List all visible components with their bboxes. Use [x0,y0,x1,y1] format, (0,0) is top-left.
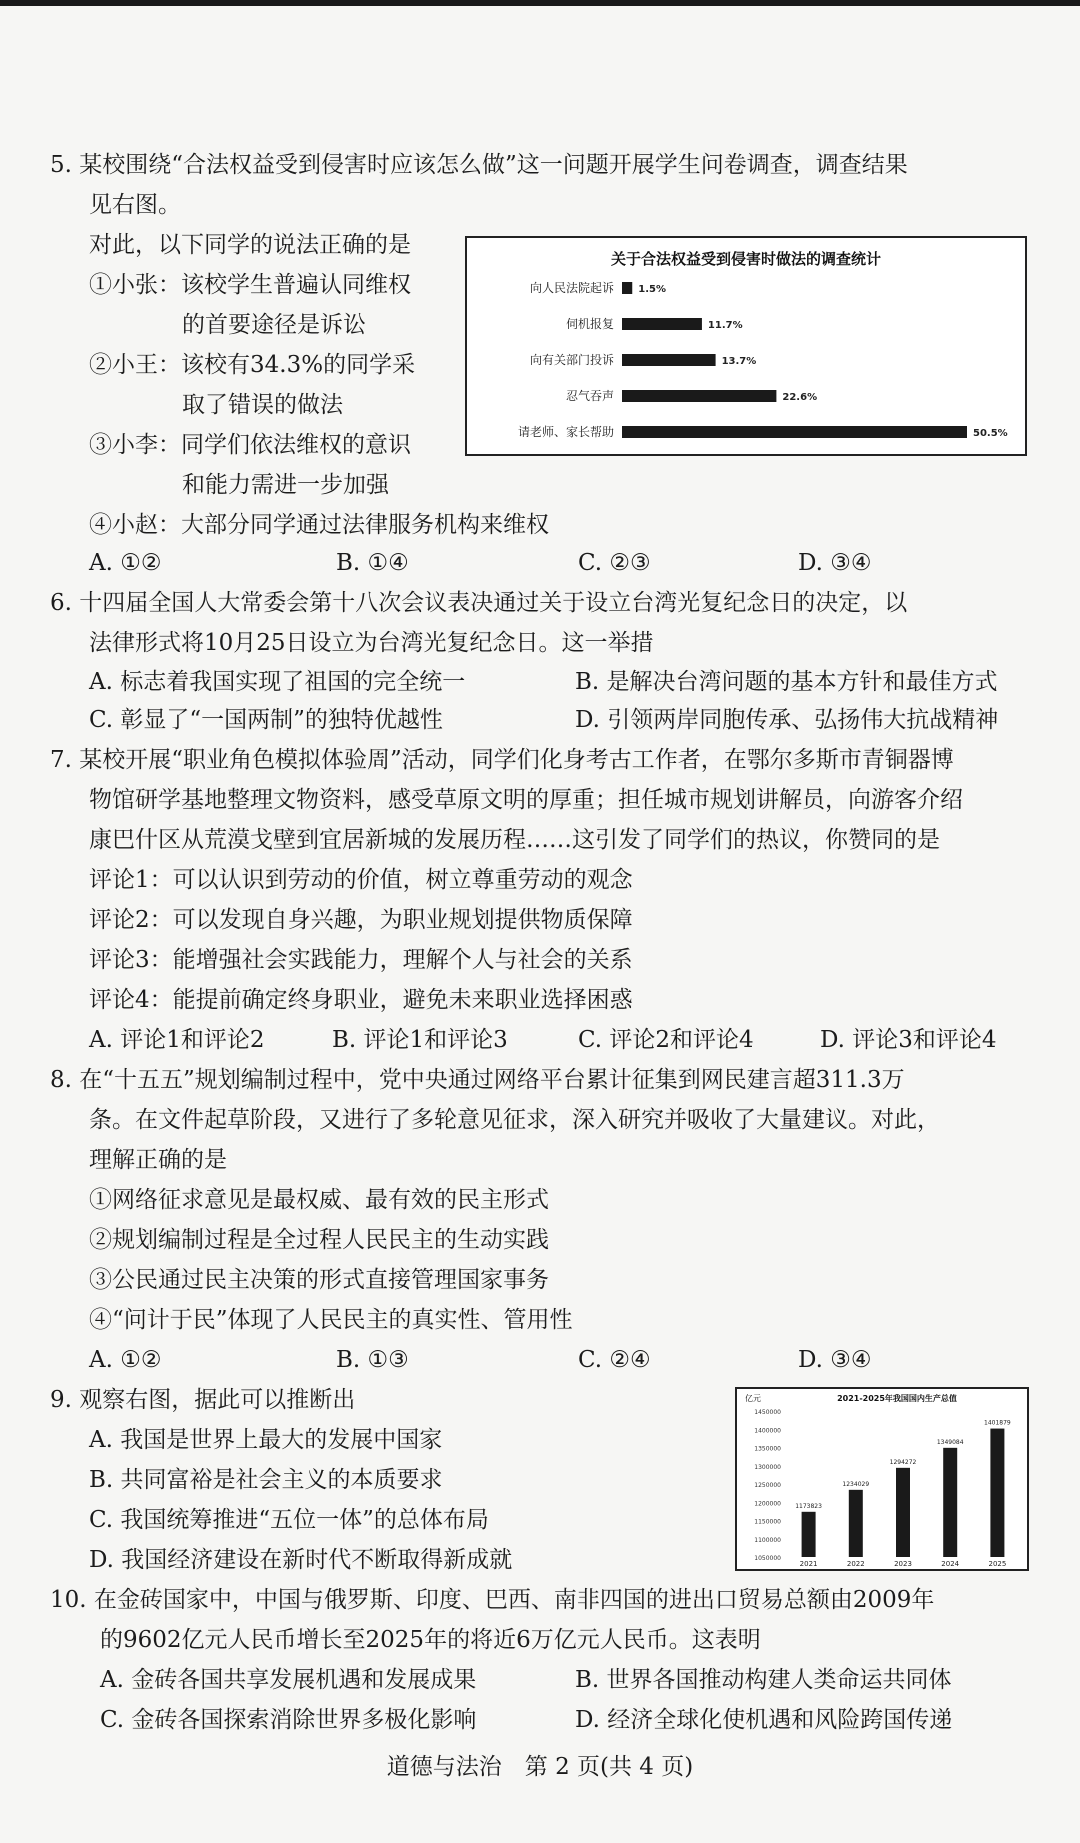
q10-option-a: A. 金砖各国共享发展机遇和发展成果 [100,1667,477,1693]
gdp-bar [990,1429,1004,1557]
gdp-value-label: 1234029 [842,1480,870,1488]
top-edge-bar [0,0,1080,6]
q5-option-c: C. ②③ [578,550,651,576]
q6-option-d: D. 引领两岸同胞传承、弘扬伟大抗战精神 [575,707,999,733]
q8-statement-4: ④“问计于民”体现了人民民主的真实性、管用性 [89,1307,573,1333]
q5-stem-line1: 5. 某校围绕“合法权益受到侵害时应该怎么做”这一问题开展学生问卷调查，调查结果 [50,152,908,178]
survey-bar-chart [465,236,1027,456]
q6-option-a: A. 标志着我国实现了祖国的完全统一 [89,669,466,695]
q6-option-b: B. 是解决台湾问题的基本方针和最佳方式 [575,669,998,695]
q6-option-c: C. 彰显了“一国两制”的独特优越性 [89,707,443,733]
gdp-bar [943,1448,957,1557]
survey-chart-title: 关于合法权益受到侵害时做法的调查统计 [610,250,882,268]
survey-bar [622,390,776,402]
q7-option-b: B. 评论1和评论3 [332,1027,508,1053]
q5-statement-3-line1: ③小李：同学们依法维权的意识 [89,432,411,458]
gdp-chart-title: 2021-2025年我国国内生产总值 [837,1394,957,1403]
survey-category-label: 伺机报复 [565,317,614,331]
survey-value-label: 13.7% [721,356,757,367]
q5-statement-1-line1: ①小张：该校学生普遍认同维权 [89,272,411,298]
gdp-xtick-label: 2024 [941,1560,960,1568]
gdp-ytick-label: 1400000 [754,1427,781,1435]
q10-stem-line1: 10. 在金砖国家中，中国与俄罗斯、印度、巴西、南非四国的进出口贸易总额由2009年 [50,1587,935,1613]
survey-category-label: 请老师、家长帮助 [517,425,614,439]
q5-option-b: B. ①④ [336,550,409,576]
survey-category-label: 向人民法院起诉 [529,281,614,295]
q5-option-a: A. ①② [89,550,162,576]
q5-statement-1-line2: 的首要途径是诉讼 [182,312,366,338]
q9-option-b: B. 共同富裕是社会主义的本质要求 [89,1467,443,1493]
survey-bar [622,426,967,438]
gdp-bar [802,1512,816,1557]
q7-stem-line3: 康巴什区从荒漠戈壁到宜居新城的发展历程……这引发了同学们的热议，你赞同的是 [89,827,940,853]
gdp-chart-svg [737,1389,1027,1569]
q5-stem-line2: 见右图。 [89,192,181,218]
q7-stem-line1: 7. 某校开展“职业角色模拟体验周”活动，同学们化身考古工作者，在鄂尔多斯市青铜器博 [50,747,954,773]
q8-option-c: C. ②④ [578,1347,651,1373]
gdp-bar [896,1468,910,1557]
page-footer: 道德与法治 第 2 页(共 4 页) [386,1754,694,1780]
q8-statement-3: ③公民通过民主决策的形式直接管理国家事务 [89,1267,549,1293]
q10-option-b: B. 世界各国推动构建人类命运共同体 [575,1667,952,1693]
q6-stem-line1: 6. 十四届全国人大常委会第十八次会议表决通过关于设立台湾光复纪念日的决定，以 [50,590,908,616]
q8-statement-1: ①网络征求意见是最权威、最有效的民主形式 [89,1187,549,1213]
q5-statement-2-line1: ②小王：该校有34.3%的同学采 [89,352,416,378]
survey-category-label: 忍气吞声 [565,389,614,403]
survey-value-label: 22.6% [782,392,818,403]
q5-prompt: 对此，以下同学的说法正确的是 [89,232,411,258]
q8-statement-2: ②规划编制过程是全过程人民民主的生动实践 [89,1227,549,1253]
q7-option-a: A. 评论1和评论2 [89,1027,265,1053]
q8-stem-line2: 条。在文件起草阶段，又进行了多轮意见征求，深入研究并吸收了大量建议。对此， [89,1107,940,1133]
q8-option-d: D. ③④ [798,1347,872,1373]
gdp-value-label: 1294272 [889,1458,917,1466]
gdp-xtick-label: 2023 [894,1560,912,1568]
q10-stem-line2: 的9602亿元人民币增长至2025年的将近6万亿元人民币。这表明 [100,1627,761,1653]
q7-comment-4: 评论4：能提前确定终身职业，避免未来职业选择困惑 [89,987,633,1013]
q5-statement-4: ④小赵：大部分同学通过法律服务机构来维权 [89,512,549,538]
gdp-ytick-label: 1450000 [754,1409,781,1416]
q7-option-d: D. 评论3和评论4 [820,1027,997,1053]
survey-chart-svg [467,238,1025,454]
q7-option-c: C. 评论2和评论4 [578,1027,754,1053]
survey-bar [622,282,632,294]
gdp-bar [849,1490,863,1557]
q5-statement-3-line2: 和能力需进一步加强 [182,472,389,498]
q7-comment-1: 评论1：可以认识到劳动的价值，树立尊重劳动的观念 [89,867,633,893]
gdp-ytick-label: 1250000 [754,1482,781,1489]
gdp-value-label: 1401879 [984,1419,1011,1427]
q7-comment-3: 评论3：能增强社会实践能力，理解个人与社会的关系 [89,947,633,973]
q9-option-d: D. 我国经济建设在新时代不断取得新成就 [89,1547,513,1573]
survey-value-label: 1.5% [638,284,666,295]
gdp-ytick-label: 1200000 [754,1500,781,1508]
gdp-bar-chart [735,1387,1029,1571]
q9-option-c: C. 我国统筹推进“五位一体”的总体布局 [89,1507,489,1533]
q9-option-a: A. 我国是世界上最大的发展中国家 [89,1427,443,1453]
q9-stem: 9. 观察右图，据此可以推断出 [50,1387,356,1413]
gdp-ytick-label: 1300000 [754,1463,781,1471]
gdp-chart-ylabel: 亿元 [745,1394,761,1403]
gdp-ytick-label: 1050000 [754,1555,781,1562]
survey-bar [622,354,716,366]
q7-stem-line2: 物馆研学基地整理文物资料，感受草原文明的厚重；担任城市规划讲解员，向游客介绍 [89,787,963,813]
q5-option-d: D. ③④ [798,550,872,576]
q7-comment-2: 评论2：可以发现自身兴趣，为职业规划提供物质保障 [89,907,633,933]
q8-stem-line3: 理解正确的是 [89,1147,227,1173]
gdp-xtick-label: 2021 [799,1560,818,1568]
gdp-value-label: 1173823 [795,1502,822,1510]
q6-stem-line2: 法律形式将10月25日设立为台湾光复纪念日。这一举措 [89,630,654,656]
survey-value-label: 50.5% [973,428,1008,439]
gdp-ytick-label: 1150000 [754,1518,781,1526]
q8-option-b: B. ①③ [336,1347,409,1373]
q8-stem-line1: 8. 在“十五五”规划编制过程中，党中央通过网络平台累计征集到网民建言超311.3万 [50,1067,905,1093]
survey-value-label: 11.7% [707,320,743,331]
q10-option-c: C. 金砖各国探索消除世界多极化影响 [100,1707,477,1733]
survey-category-label: 向有关部门投诉 [529,353,614,367]
gdp-ytick-label: 1350000 [754,1445,781,1453]
survey-bar [622,318,702,330]
gdp-ytick-label: 1100000 [754,1536,781,1544]
q10-option-d: D. 经济全球化使机遇和风险跨国传递 [575,1707,953,1733]
q8-option-a: A. ①② [89,1347,162,1373]
gdp-xtick-label: 2025 [988,1560,1007,1568]
gdp-xtick-label: 2022 [846,1560,865,1568]
gdp-value-label: 1349084 [936,1438,964,1446]
q5-statement-2-line2: 取了错误的做法 [182,392,343,418]
